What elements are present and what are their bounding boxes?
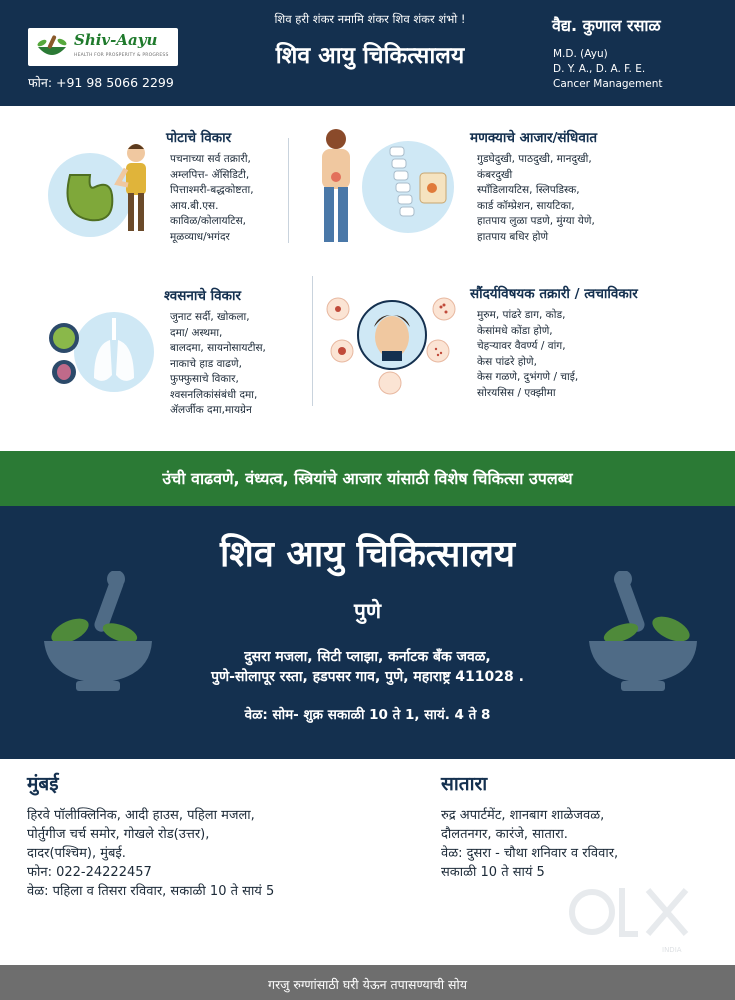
header-tagline: शिव हरी शंकर नमामि शंकर शिव शंकर शंभो !: [274, 12, 466, 26]
stomach-illustration-icon: [40, 135, 170, 245]
branch-line: वेळ: पहिला व तिसरा रविवार, सकाळी 10 ते सायं 5: [27, 884, 275, 899]
olx-watermark-icon: [568, 878, 700, 958]
list-item: कंबरदुखी: [477, 168, 513, 181]
main-clinic-city: पुणे: [353, 599, 382, 623]
lungs-illustration-icon: [44, 300, 164, 400]
skin-face-illustration-icon: [320, 285, 465, 395]
satara-branch-title: सातारा: [441, 773, 488, 795]
list-item: अम्लपित्त- ॲसिडिटी,: [170, 168, 250, 181]
list-item: बालदमा, सायनोसायटीस,: [170, 342, 266, 354]
list-item: श्वसनलिकांसंबंधी दमा,: [170, 388, 258, 401]
spine-illustration-icon: [308, 125, 458, 250]
logo: [28, 28, 178, 66]
mumbai-branch-details: [27, 806, 274, 901]
list-item: केसांमधे कोंडा होणे,: [477, 324, 553, 337]
doctor-qualifications: [553, 47, 662, 92]
list-item: ॲलर्जीक दमा,मायग्रेन: [170, 404, 252, 416]
list-item: स्पाँडिलायटिस, स्लिपडिस्क,: [477, 184, 580, 196]
mumbai-branch-title: मुंबई: [27, 773, 59, 795]
footer-bar: [0, 965, 735, 1000]
main-clinic-title: शिव आयु चिकित्सालय: [220, 534, 515, 575]
spine-list: [477, 152, 595, 245]
address-line: दुसरा मजला, सिटी प्लाझा, कर्नाटक बँक जवळ,: [244, 649, 491, 665]
list-item: हातपाय बधिर होणे: [477, 230, 549, 243]
special-treatment-banner: [0, 451, 735, 506]
logo-text: Shiv-Aayu: [74, 31, 158, 49]
branch-line: रुद्र अपार्टमेंट, शानबाग शाळेजवळ,: [441, 808, 605, 823]
qualification-line: M.D. (Ayu): [553, 48, 608, 60]
stomach-list: [170, 152, 254, 245]
branch-line: दौलतनगर, कारंजे, सातारा.: [441, 827, 568, 842]
branch-phone: फोन: 022-24222457: [27, 865, 152, 880]
header-title: शिव आयु चिकित्सालय: [275, 43, 465, 69]
watermark-sub: INDIA: [662, 946, 682, 954]
main-clinic-hours: वेळ: सोम- शुक्र सकाळी 10 ते 1, सायं. 4 ते 8: [244, 707, 491, 723]
branch-line: हिरवे पॉलीक्लिनिक, आदी हाउस, पहिला मजला,: [27, 808, 255, 823]
list-item: मूळव्याध/भगंदर: [170, 230, 230, 243]
list-item: नाकाचे हाड वाढणे,: [170, 357, 242, 370]
list-item: केस गळणे, दुभंगणे / चाई,: [477, 371, 579, 383]
header-bar: [0, 0, 735, 106]
list-item: दमा/ अस्थमा,: [170, 326, 223, 339]
list-item: मुरुम, पांढरे डाग, कोड,: [477, 309, 566, 321]
skin-title: सौंदर्यविषयक तक्रारी / त्वचाविकार: [470, 286, 638, 302]
branch-line: वेळ: दुसरा - चौथा शनिवार व रविवार,: [441, 846, 619, 861]
skin-list: [477, 308, 578, 401]
list-item: हातपाय लुळा पडणे, मुंग्या येणे,: [477, 215, 595, 227]
list-item: कार्ड कॉम्प्रेशन, सायटिका,: [477, 199, 575, 212]
list-item: गुडघेदुखी, पाठदुखी, मानदुखी,: [477, 153, 592, 165]
main-clinic-panel: [0, 506, 735, 759]
header-phone: फोन: +91 98 5066 2299: [28, 75, 174, 90]
qualification-line: D. Y. A., D. A. F. E.: [553, 63, 646, 75]
address-line: पुणे-सोलापूर रस्ता, हडपसर गाव, पुणे, महाराष्ट्र 411028 .: [211, 669, 524, 685]
spine-title: मणक्याचे आजार/संधिवात: [470, 130, 598, 146]
logo-tagline: HEALTH FOR PROSPERITY & PROGRESS: [74, 53, 169, 58]
section-divider: [288, 138, 289, 243]
banner-text: उंची वाढवणे, वंध्यत्व, स्त्रियांचे आजार यांसाठी विशेष चिकित्सा उपलब्ध: [162, 469, 573, 488]
mortar-pestle-logo-icon: [32, 33, 72, 61]
respiratory-title: श्वसनाचे विकार: [164, 288, 242, 304]
stomach-title: पोटाचे विकार: [166, 130, 232, 146]
qualification-line: Cancer Management: [553, 78, 663, 90]
main-clinic-address: [0, 647, 735, 687]
list-item: काविळ/कोलायटिस,: [170, 215, 247, 227]
footer-text: गरजु रुग्णांसाठी घरी येऊन तपासण्याची सोय: [268, 977, 467, 992]
list-item: आय.बी.एस.: [170, 199, 219, 212]
doctor-name: वैद्य. कुणाल रसाळ: [552, 16, 661, 35]
list-item: केस पांढरे होणे,: [477, 355, 537, 368]
section-divider: [312, 276, 313, 406]
branch-line: दादर(पश्चिम), मुंबई.: [27, 846, 126, 861]
list-item: चेहऱ्यावर वैवर्ण्य / वांग,: [477, 340, 566, 352]
list-item: पित्ताश्मरी-बद्धकोष्टता,: [170, 184, 254, 196]
list-item: पचनाच्या सर्व तक्रारी,: [170, 153, 251, 165]
branch-line: पोर्तुगीज चर्च समोर, गोखले रोड(उत्तर),: [27, 827, 210, 842]
list-item: सोरयसिस / एक्झीमा: [477, 386, 556, 399]
satara-branch-details: [441, 806, 618, 882]
respiratory-list: [170, 310, 266, 419]
branch-line: सकाळी 10 ते सायं 5: [441, 865, 545, 880]
list-item: फुफ्फुसाचे विकार,: [170, 373, 239, 385]
list-item: जुनाट सर्दी, खोकला,: [170, 311, 250, 323]
